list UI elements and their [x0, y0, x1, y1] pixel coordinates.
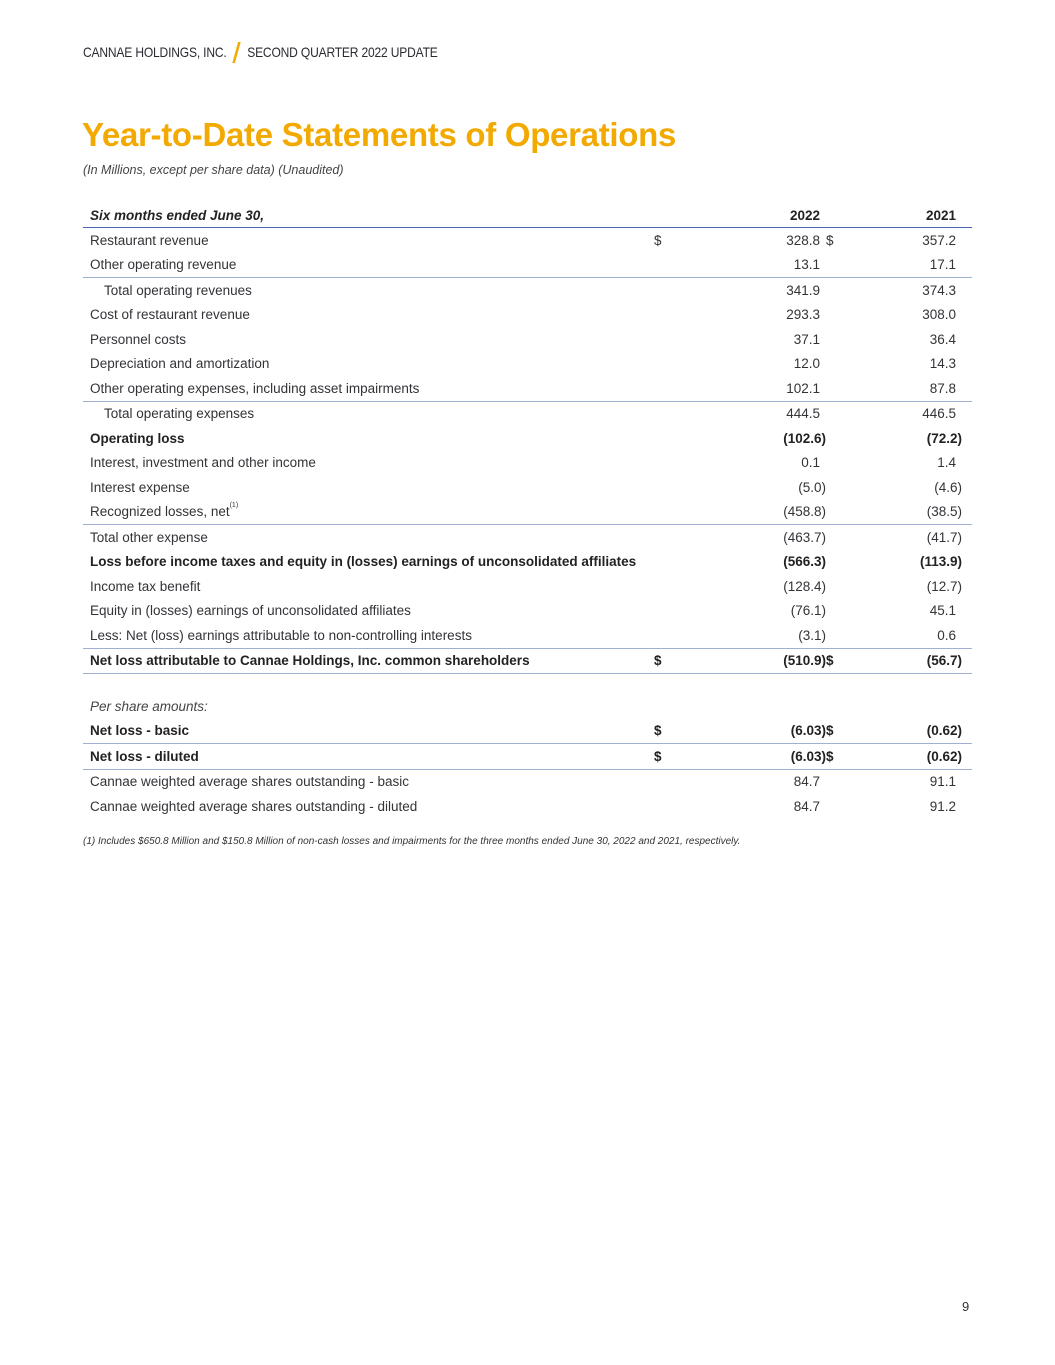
- table-row: [83, 376, 972, 401]
- table-row: [83, 500, 972, 525]
- row-label: Interest expense: [90, 479, 190, 495]
- row-label: Operating loss: [90, 430, 185, 446]
- value-2021: (72.2): [926, 430, 962, 446]
- report-name: SECOND QUARTER 2022 UPDATE: [247, 44, 438, 60]
- row-label: Other operating expenses, including asset impairments: [83, 376, 654, 401]
- row-label: Recognized losses, net$^{(1)}$: [83, 500, 654, 525]
- period-label: Six months ended June 30,: [83, 203, 654, 228]
- value-2021: 1.4: [937, 455, 956, 471]
- value-2021: (0.62): [852, 719, 972, 744]
- row-label: Cannae weighted average shares outstanding - basic: [90, 774, 409, 790]
- row-label: Other operating revenue: [83, 253, 654, 278]
- value-2022: 328.8: [786, 232, 820, 248]
- footnote-ref: (1): [229, 502, 239, 510]
- currency-2021: $: [826, 744, 852, 770]
- value-2022: (3.1): [714, 623, 826, 648]
- page-title: Year-to-Date Statements of Operations: [82, 116, 677, 153]
- row-label: Equity in (losses) earnings of unconsolidated affiliates: [90, 603, 411, 619]
- statement-table: [83, 203, 972, 819]
- value-2021: 87.8: [852, 376, 972, 401]
- table-row: [83, 648, 972, 674]
- value-2021: (41.7): [926, 529, 962, 545]
- slash-divider: [232, 42, 240, 63]
- table-row: [83, 525, 972, 550]
- row-label: Cannae weighted average shares outstanding - diluted: [90, 798, 418, 814]
- value-2022: 84.7: [793, 798, 820, 814]
- table-row: [83, 278, 972, 303]
- value-2022: (128.4): [783, 578, 826, 594]
- table-row: [83, 769, 972, 794]
- value-2022: 293.3: [786, 307, 820, 323]
- value-2022: (6.03): [714, 719, 826, 744]
- currency-2022: $: [654, 719, 714, 744]
- value-2022: 13.1: [714, 253, 826, 278]
- value-2021: (56.7): [852, 648, 972, 674]
- value-2021: 91.2: [929, 798, 956, 814]
- value-2022: 84.7: [793, 774, 820, 790]
- value-2021: 45.1: [929, 603, 956, 619]
- value-2022: 341.9: [786, 282, 820, 298]
- per-share-heading-row: [83, 694, 972, 719]
- table-row: [83, 327, 972, 352]
- table-row: [83, 228, 972, 253]
- value-2022: 102.1: [714, 376, 826, 401]
- col-header-2022: 2022: [714, 203, 826, 228]
- currency-2021: $: [826, 648, 852, 674]
- row-label: Total operating expenses: [104, 406, 255, 422]
- currency-2022: $: [654, 744, 714, 770]
- value-2022: (6.03): [714, 744, 826, 770]
- currency-2021: $: [826, 719, 852, 744]
- value-2022: 444.5: [786, 406, 820, 422]
- footnote: (1) Includes $650.8 Million and $150.8 Million of non-cash losses and impairments for the three months ended June 30, 2022 and 2021, respectively.: [83, 836, 741, 847]
- table-row: [83, 352, 972, 377]
- row-label: Loss before income taxes and equity in (losses) earnings of unconsolidated affiliates: [90, 554, 637, 570]
- value-2022: (510.9): [714, 648, 826, 674]
- value-2022: 12.0: [793, 356, 820, 372]
- currency-2022: $: [654, 232, 662, 248]
- value-2021: (12.7): [926, 578, 962, 594]
- value-2022: 37.1: [793, 331, 820, 347]
- currency-2021: $: [826, 232, 834, 248]
- row-label: Total other expense: [90, 529, 208, 545]
- page-number: 9: [962, 1299, 970, 1314]
- table-row: [83, 744, 972, 770]
- table-row: [83, 451, 972, 476]
- page-subtitle: (In Millions, except per share data) (Unaudited): [83, 163, 344, 177]
- row-label: Income tax benefit: [90, 578, 201, 594]
- table-row: [83, 253, 972, 278]
- value-2021: 36.4: [929, 331, 956, 347]
- per-share-label: Per share amounts:: [90, 698, 208, 714]
- value-2022: (463.7): [783, 529, 826, 545]
- row-label: Restaurant revenue: [90, 232, 209, 248]
- table-row: [83, 550, 972, 575]
- value-2021: (38.5): [852, 500, 972, 525]
- table-header-row: [83, 203, 972, 228]
- value-2022: (458.8): [714, 500, 826, 525]
- row-label: Depreciation and amortization: [90, 356, 270, 372]
- table-row: [83, 574, 972, 599]
- table-row: [83, 303, 972, 328]
- table-row: [83, 475, 972, 500]
- value-2021: 357.2: [922, 232, 956, 248]
- table-row: [83, 401, 972, 426]
- value-2021: 446.5: [922, 406, 956, 422]
- value-2021: 14.3: [929, 356, 956, 372]
- page-header: [83, 41, 438, 63]
- col-header-2021: 2021: [852, 203, 972, 228]
- value-2021: 374.3: [922, 282, 956, 298]
- value-2022: (566.3): [783, 554, 826, 570]
- value-2022: (76.1): [790, 603, 826, 619]
- row-label: Total operating revenues: [104, 282, 252, 298]
- row-label: Personnel costs: [90, 331, 187, 347]
- company-name: CANNAE HOLDINGS, INC.: [83, 44, 227, 60]
- table-row: [83, 599, 972, 624]
- table-row: [83, 426, 972, 451]
- table-row: [83, 719, 972, 744]
- row-label: Net loss - basic: [83, 719, 654, 744]
- value-2021: 308.0: [922, 307, 956, 323]
- value-2021: (4.6): [934, 479, 962, 495]
- row-label: Interest, investment and other income: [90, 455, 316, 471]
- value-2022: (5.0): [798, 479, 826, 495]
- value-2021: (113.9): [919, 554, 962, 570]
- value-2021: 91.1: [929, 774, 956, 790]
- value-2022: 0.1: [801, 455, 820, 471]
- table-row: [83, 794, 972, 819]
- row-label: Cost of restaurant revenue: [90, 307, 250, 323]
- row-label: Less: Net (loss) earnings attributable to non-controlling interests: [83, 623, 654, 648]
- value-2021: 0.6: [852, 623, 972, 648]
- row-label: Net loss attributable to Cannae Holdings, Inc. common shareholders: [83, 648, 654, 674]
- value-2022: (102.6): [783, 430, 826, 446]
- value-2021: 17.1: [852, 253, 972, 278]
- row-label: Net loss - diluted: [83, 744, 654, 770]
- value-2021: (0.62): [852, 744, 972, 770]
- currency-2022: $: [654, 648, 714, 674]
- table-row: [83, 623, 972, 648]
